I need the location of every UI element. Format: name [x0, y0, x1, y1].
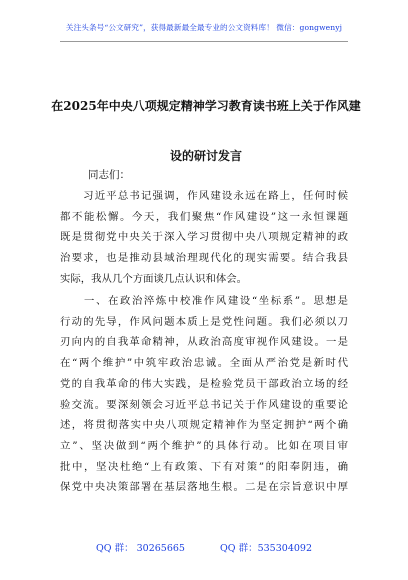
document-title-line-2: 设的研讨发言 — [169, 149, 242, 163]
paragraph-line: 习近平总书记强调，作风建设永远在路上，任何时候 — [60, 190, 348, 202]
paragraph-line: 都不能松懈。今天，我们聚焦“作风建设”这一永恒课题 — [60, 210, 348, 223]
paragraph-line: 既是贯彻党中央关于深入学习贯彻中央八项规定精神的政 — [60, 231, 348, 244]
paragraph-line: 立”、坚决做到“两个维护”的具体行动。比如在项目审 — [60, 439, 348, 452]
paragraph-line: 保党中央决策部署在基层落地生根。二是在宗旨意识中厚 — [60, 481, 348, 494]
paragraph-2 — [60, 291, 348, 498]
paragraph-line: 批中，坚决杜绝“上有政策、下有对策”的阳奉阴违，确 — [60, 460, 348, 473]
header-divider — [60, 41, 348, 42]
footer-contact — [0, 540, 408, 554]
document-title-line-1: 在2025年中央八项规定精神学习教育读书班上关于作风建 — [51, 99, 361, 113]
paragraph-line: 验交流。要深刻领会习近平总书记关于作风建设的重要论 — [60, 398, 348, 411]
paragraph-line: 述，将贯彻落实中央八项规定精神作为坚定拥护“两个确 — [60, 419, 348, 432]
paragraph-line: 刃向内的自我革命精神，从政治高度审视作风建设。一是 — [60, 336, 348, 349]
paragraph-line: 一、在政治淬炼中校准作风建设“坐标系”。思想是 — [60, 295, 348, 307]
paragraph-line: 在“两个维护”中筑牢政治忠诚。全面从严治党是新时代 — [60, 357, 348, 370]
paragraph-line: 党的自我革命的伟大实践，是检验党员干部政治立场的经 — [60, 377, 348, 390]
footer-qq-group-2: QQ 群：535304092 — [220, 543, 312, 554]
footer-qq-group-1: QQ 群： 30265665 — [95, 543, 185, 554]
paragraph-line: 行动的先导，作风问题本质上是党性问题。我们必须以刀 — [60, 315, 348, 328]
salutation: 同志们： — [88, 169, 130, 181]
paragraph-1 — [60, 186, 348, 290]
header-banner: 关注头条号“公文研究”，获得最新最全最专业的公文资料库！ 微信：gongwenyj — [65, 23, 343, 32]
paragraph-line: 实际，我从几个方面谈几点认识和体会。 — [60, 272, 248, 285]
paragraph-line: 治要求，也是推动县域治理现代化的现实需要。结合我县 — [60, 252, 348, 265]
